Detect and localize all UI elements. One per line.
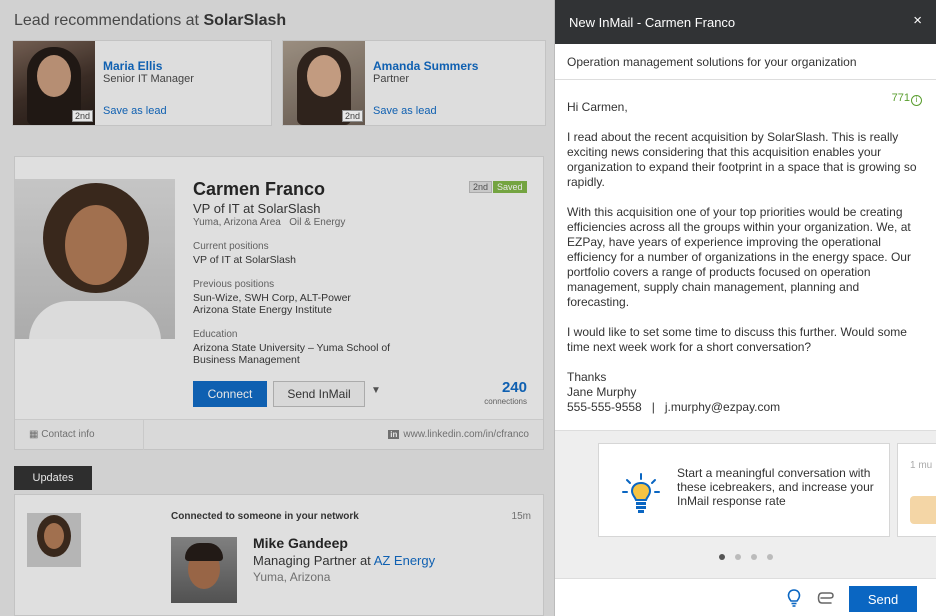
message-body[interactable]	[567, 100, 923, 415]
connection-name[interactable]: Mike Gandeep	[253, 535, 348, 551]
send-button[interactable]: Send	[849, 586, 917, 612]
contact-info-label: Contact info	[41, 429, 95, 440]
lead-name[interactable]: Amanda Summers	[373, 59, 479, 73]
profile-name: Carmen Franco	[193, 179, 326, 199]
message-paragraph-1: I read about the recent acquisition by SolarSlash. This is really exciting news considering that this acquisition enables your organization to expand their footprint in a space that is growing so rapidly.	[567, 130, 917, 189]
education-label: Education	[193, 329, 238, 340]
avatar[interactable]	[283, 41, 365, 125]
message-paragraph-3: I would like to set some time to discuss this further. Would some time next week work for a short conversation?	[567, 325, 907, 354]
lightbulb-icon	[621, 472, 661, 514]
contact-card-icon: ▦	[29, 429, 39, 440]
close-icon[interactable]: ×	[913, 12, 922, 29]
avatar[interactable]	[27, 513, 81, 567]
carousel-dot[interactable]	[751, 554, 757, 560]
subject-field[interactable]: Operation management solutions for your organization	[555, 44, 936, 80]
lead-card-amanda[interactable]	[282, 40, 546, 126]
connection-photo[interactable]	[171, 537, 237, 603]
character-count-value: 771	[891, 92, 910, 104]
lightbulb-icon[interactable]	[785, 588, 803, 608]
recommendations-title	[14, 12, 286, 30]
profile-industry: Oil & Energy	[289, 217, 346, 228]
save-as-lead-link[interactable]: Save as lead	[103, 105, 167, 117]
linkedin-url: www.linkedin.com/in/cfranco	[403, 429, 529, 440]
degree-badge: 2nd	[72, 110, 93, 122]
signature-contact: 555-555-9558 | j.murphy@ezpay.com	[567, 400, 781, 414]
connections-label: connections	[484, 397, 527, 406]
connection-company-link[interactable]: AZ Energy	[373, 553, 436, 568]
icebreaker-tips	[555, 430, 936, 578]
profile-footer	[15, 419, 543, 449]
linkedin-icon: in	[390, 430, 398, 439]
carousel-dot[interactable]	[767, 554, 773, 560]
connect-button[interactable]: Connect	[193, 381, 267, 407]
update-time: 15m	[511, 511, 531, 522]
signature-thanks: Thanks	[567, 370, 607, 384]
profile-location: Yuma, Arizona Area	[193, 217, 281, 228]
compose-footer	[555, 578, 936, 616]
tab-updates[interactable]: Updates	[14, 466, 92, 490]
icebreaker-card-next[interactable]	[897, 443, 936, 537]
message-paragraph-2: With this acquisition one of your top priorities would be creating efficiencies across all the groups within your organization. We, at EZPay, have years of experience improving the operational efficiency for a number of organizations in the energy space. Our portfolio covers a range of products focused on operation management, supply chain management, planning and forecasting.	[567, 205, 911, 309]
degree-badge: 2nd	[469, 181, 492, 193]
education-value-2: Business Management	[193, 354, 300, 366]
compose-header	[555, 0, 936, 44]
carousel-dots	[555, 547, 936, 565]
lead-role: Senior IT Manager	[103, 73, 194, 85]
connections-count: 240	[501, 379, 527, 396]
recommendations-company[interactable]: SolarSlash	[203, 12, 287, 29]
connection-role-prefix: Managing Partner at	[253, 553, 374, 568]
send-inmail-button[interactable]: Send InMail	[273, 381, 365, 407]
lead-role: Partner	[373, 73, 410, 85]
previous-positions-label: Previous positions	[193, 279, 275, 290]
update-card	[14, 494, 544, 616]
icebreaker-next-text: 1 mu	[910, 460, 933, 471]
profile-title: VP of IT at SolarSlash	[193, 201, 321, 216]
degree-badge: 2nd	[342, 110, 363, 122]
icebreaker-text: Start a meaningful conversation with these icebreakers, and increase your InMail response rate	[677, 466, 874, 508]
info-icon[interactable]: i	[911, 95, 922, 106]
contact-info-link[interactable]	[29, 429, 95, 440]
current-positions-label: Current positions	[193, 241, 269, 252]
profile-photo	[15, 179, 175, 339]
previous-positions-value-2: Arizona State Energy Institute	[193, 304, 332, 316]
lead-card-maria[interactable]	[12, 40, 272, 126]
carousel-dot[interactable]	[735, 554, 741, 560]
compose-title: New InMail - Carmen Franco	[569, 15, 736, 30]
previous-positions-value-1: Sun-Wize, SWH Corp, ALT-Power	[193, 292, 351, 304]
connection-location: Yuma, Arizona	[253, 570, 331, 584]
update-headline: Connected to someone in your network	[171, 511, 359, 522]
attachment-icon[interactable]	[817, 589, 837, 607]
chevron-down-icon[interactable]: ▼	[371, 385, 381, 396]
connection-role	[253, 553, 435, 568]
education-value-1: Arizona State University – Yuma School of	[193, 342, 391, 354]
icebreaker-card[interactable]	[598, 443, 890, 537]
carousel-dot[interactable]	[719, 554, 725, 560]
avatar[interactable]	[13, 41, 95, 125]
message-greeting: Hi Carmen,	[567, 100, 628, 114]
saved-badge: Saved	[493, 181, 527, 193]
signature-name: Jane Murphy	[567, 385, 637, 399]
save-as-lead-link[interactable]: Save as lead	[373, 105, 437, 117]
lead-name[interactable]: Maria Ellis	[103, 59, 163, 73]
profile-card	[14, 156, 544, 450]
linkedin-url-link[interactable]	[388, 429, 529, 440]
profile-meta	[193, 217, 345, 228]
inmail-compose-panel	[554, 0, 936, 616]
current-positions-value: VP of IT at SolarSlash	[193, 254, 296, 266]
recommendations-title-prefix: Lead recommendations at	[14, 12, 204, 29]
